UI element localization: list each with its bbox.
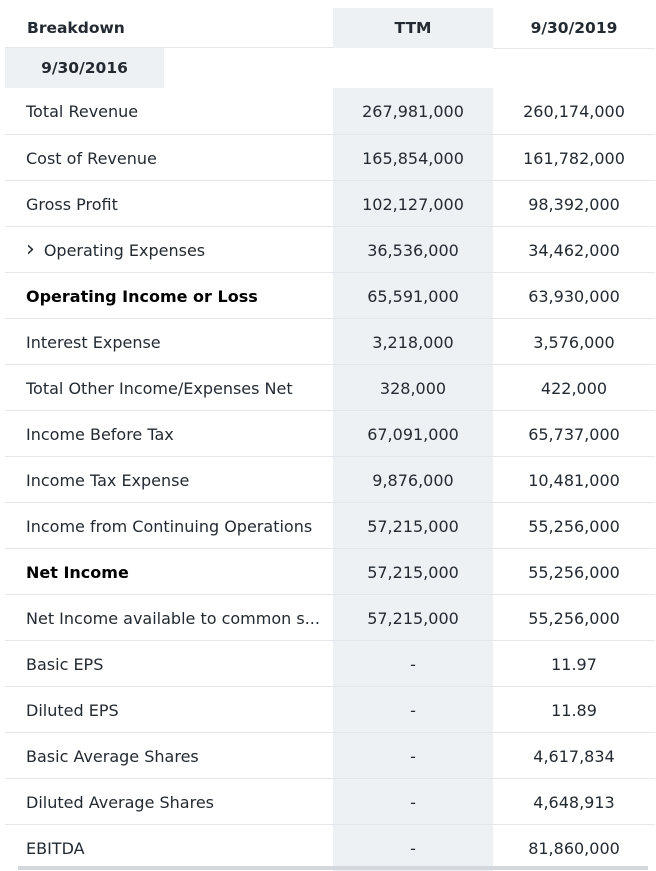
table-row: [5, 180, 655, 226]
table-row: [5, 594, 655, 640]
row-label: [26, 273, 326, 319]
row-label-text: Net Income available to common s...: [26, 608, 320, 628]
cell-2019: 422,000: [540, 378, 608, 398]
cell-ttm: 9,876,000: [333, 457, 493, 503]
row-label: [26, 88, 326, 134]
horizontal-scrollbar[interactable]: [18, 866, 648, 870]
cell-ttm: -: [333, 779, 493, 825]
row-label-text: Operating Expenses: [43, 240, 206, 260]
cell-ttm: 57,215,000: [333, 595, 493, 641]
cell-2019: 11.97: [551, 654, 597, 674]
row-label[interactable]: [26, 227, 326, 273]
table-row[interactable]: [5, 226, 655, 272]
table-header: [5, 8, 655, 88]
cell-2019: 55,256,000: [528, 562, 620, 582]
row-label: [26, 825, 326, 871]
cell-ttm: 267,981,000: [333, 88, 493, 134]
row-label: [26, 641, 326, 687]
row-label-text: Diluted Average Shares: [26, 792, 215, 812]
row-label: [26, 733, 326, 779]
table-row: [5, 732, 655, 778]
row-label: [26, 181, 326, 227]
cell-2019: 260,174,000: [523, 101, 625, 121]
row-label-text: Operating Income or Loss: [26, 286, 258, 306]
row-label-text: Income Before Tax: [26, 424, 174, 444]
cell-2019: 161,782,000: [523, 148, 625, 168]
table-row: [5, 686, 655, 732]
cell-2019: 55,256,000: [528, 516, 620, 536]
row-label: [26, 365, 326, 411]
table-row: [5, 318, 655, 364]
row-label-text: Income Tax Expense: [26, 470, 190, 490]
header-date-2016: 9/30/2016: [5, 48, 164, 88]
table-row: [5, 410, 655, 456]
header-date-2019: 9/30/2019: [493, 8, 655, 49]
table-row: [5, 88, 655, 134]
row-label-text: Total Other Income/Expenses Net: [26, 378, 293, 398]
cell-2019: 10,481,000: [528, 470, 620, 490]
table-body: [5, 88, 655, 870]
table-row: [5, 502, 655, 548]
cell-ttm: -: [333, 641, 493, 687]
row-label: [26, 319, 326, 365]
row-label: [26, 135, 326, 181]
row-label-text: Income from Continuing Operations: [26, 516, 313, 536]
row-label: [26, 503, 326, 549]
cell-ttm: 102,127,000: [333, 181, 493, 227]
table-row: [5, 456, 655, 502]
row-label-text: Net Income: [26, 562, 129, 582]
table-row: [5, 364, 655, 410]
header-breakdown: Breakdown: [5, 8, 333, 48]
cell-ttm: 328,000: [333, 365, 493, 411]
row-label-text: Interest Expense: [26, 332, 161, 352]
cell-2019: 63,930,000: [528, 286, 620, 306]
cell-ttm: -: [333, 733, 493, 779]
header-ttm: TTM: [333, 8, 493, 48]
chevron-right-icon[interactable]: ›: [26, 237, 35, 262]
cell-ttm: 57,215,000: [333, 549, 493, 595]
cell-2019: 55,256,000: [528, 608, 620, 628]
cell-ttm: 165,854,000: [333, 135, 493, 181]
cell-ttm: 57,215,000: [333, 503, 493, 549]
table-row: [5, 548, 655, 594]
table-row: [5, 778, 655, 824]
row-label-text: Basic Average Shares: [26, 746, 199, 766]
cell-2019: 34,462,000: [528, 240, 620, 260]
cell-ttm: 67,091,000: [333, 411, 493, 457]
cell-2019: 11.89: [551, 700, 597, 720]
cell-2019: 81,860,000: [528, 838, 620, 858]
row-label: [26, 549, 326, 595]
row-label-text: Cost of Revenue: [26, 148, 157, 168]
table-row: [5, 134, 655, 180]
row-label: [26, 411, 326, 457]
cell-2019: 4,617,834: [533, 746, 615, 766]
income-statement-table: [5, 8, 655, 870]
cell-ttm: -: [333, 687, 493, 733]
cell-ttm: 3,218,000: [333, 319, 493, 365]
row-label: [26, 779, 326, 825]
row-label-text: Diluted EPS: [26, 700, 119, 720]
table-row: [5, 272, 655, 318]
table-row: [5, 824, 655, 870]
cell-ttm: 65,591,000: [333, 273, 493, 319]
row-label-text: Total Revenue: [26, 101, 139, 121]
cell-ttm: 36,536,000: [333, 227, 493, 273]
table-row: [5, 640, 655, 686]
row-label: [26, 457, 326, 503]
cell-2019: 4,648,913: [533, 792, 615, 812]
row-label: [26, 687, 326, 733]
row-label-text: EBITDA: [26, 838, 85, 858]
cell-ttm: -: [333, 825, 493, 871]
cell-2019: 3,576,000: [533, 332, 615, 352]
row-label-text: Gross Profit: [26, 194, 118, 214]
row-label-text: Basic EPS: [26, 654, 104, 674]
cell-2019: 65,737,000: [528, 424, 620, 444]
cell-2019: 98,392,000: [528, 194, 620, 214]
row-label: [26, 595, 326, 641]
